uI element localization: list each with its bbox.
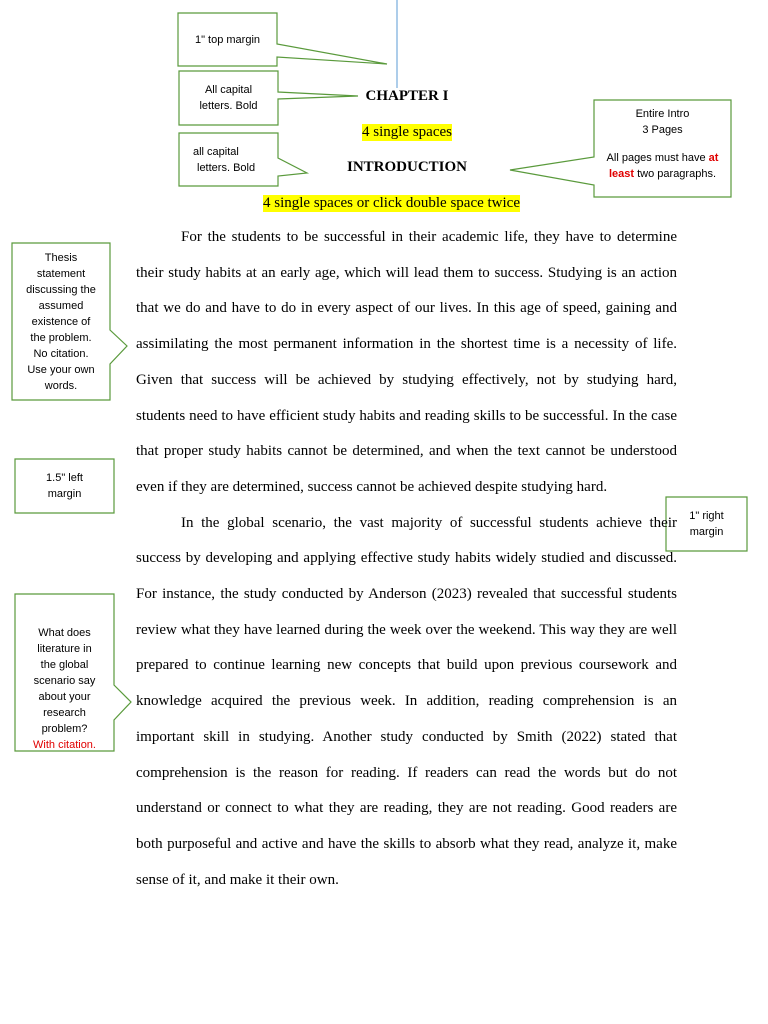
right-margin-line-2: margin <box>689 526 724 538</box>
section-heading: INTRODUCTION <box>346 159 467 175</box>
thesis-line: assumed <box>38 299 84 312</box>
at-emphasis: at <box>708 152 719 164</box>
spacing-note-1: 4 single spaces <box>362 124 452 140</box>
thesis-line: the problem. <box>30 331 92 344</box>
literature-line: What does <box>38 627 91 639</box>
left-margin-line-1: 1.5" left <box>46 472 83 484</box>
spacing-note-2: 4 single spaces or click double space twice <box>263 195 520 211</box>
entire-intro-callout <box>594 106 731 190</box>
left-margin-callout <box>15 469 114 503</box>
entire-intro-line-3 <box>607 150 719 166</box>
chapter-caps-line-1: All capital <box>204 84 253 96</box>
thesis-line: Use your own <box>27 363 95 376</box>
entire-intro-line-3a: All pages must have <box>606 152 709 164</box>
least-emphasis: least <box>608 168 635 180</box>
thesis-line: words. <box>44 379 78 392</box>
entire-intro-line-4b: two paragraphs. <box>634 168 716 180</box>
literature-line: about your <box>38 691 91 703</box>
literature-callout <box>15 625 114 751</box>
thesis-line: existence of <box>31 315 91 328</box>
literature-line: scenario say <box>33 675 96 687</box>
literature-line: research <box>43 707 86 719</box>
literature-line: literature in <box>37 643 92 655</box>
intro-caps-line-2: letters. Bold <box>197 162 256 174</box>
literature-line: the global <box>40 659 89 671</box>
chapter-heading: CHAPTER I <box>365 88 449 104</box>
intro-caps-callout <box>179 143 278 177</box>
thesis-line: No citation. <box>33 347 89 360</box>
document-body <box>136 220 677 898</box>
top-margin-label: 1" top margin <box>194 33 261 46</box>
entire-intro-line-1: Entire Intro <box>635 108 690 120</box>
literature-citation-note: With citation. <box>33 739 96 751</box>
right-margin-line-1: 1" right <box>689 510 724 522</box>
chapter-caps-line-2: letters. Bold <box>199 100 258 112</box>
left-margin-line-2: margin <box>47 488 82 500</box>
thesis-line: statement <box>36 267 86 280</box>
thesis-line: Thesis <box>44 251 78 264</box>
entire-intro-line-4 <box>609 166 716 182</box>
literature-line: problem? <box>41 723 88 735</box>
top-margin-callout <box>178 13 277 66</box>
thesis-callout <box>12 250 110 393</box>
chapter-caps-callout <box>179 81 278 115</box>
right-margin-callout <box>666 507 747 541</box>
intro-caps-line-1: all capital <box>193 146 239 158</box>
entire-intro-line-2: 3 Pages <box>642 124 683 136</box>
paragraph-thesis: For the students to be successful in their academic life, they have to determine their study habits at an early age, which will lead them to success. Studying is an action that we do and have to do in every aspect of our lives. In this age of speed, gaining and assimilating the most permanent information in the shortest time is a necessity of life. Given that success will be achieved by studying effectively, not by studying hard, students need to have efficient study habits and reading skills to be successful. In the case that proper study habits cannot be determined, and when the text cannot be understood even if they are determined, success cannot be achieved despite studying hard. <box>136 229 677 495</box>
paragraph-global-scenario: In the global scenario, the vast majority of successful students achieve their success by developing and applying effective study habits widely studied and discussed. For instance, the study conducted by Anderson (2023) revealed that successful students review what they have learned during the week over the weekend. This way they are well prepared to continue learning new concepts that build upon previous coursework and knowledge acquired the previous week. In addition, reading comprehension is an important skill in studying. Another study conducted by Smith (2022) stated that comprehension is the reason for reading. If readers can read the words but do not understand or connect to what they are reading, they are not reading. Good readers are both purposeful and active and have the skills to absorb what they read, analyze it, make sense of it, and make it their own. <box>136 514 677 888</box>
thesis-line: discussing the <box>26 283 96 296</box>
